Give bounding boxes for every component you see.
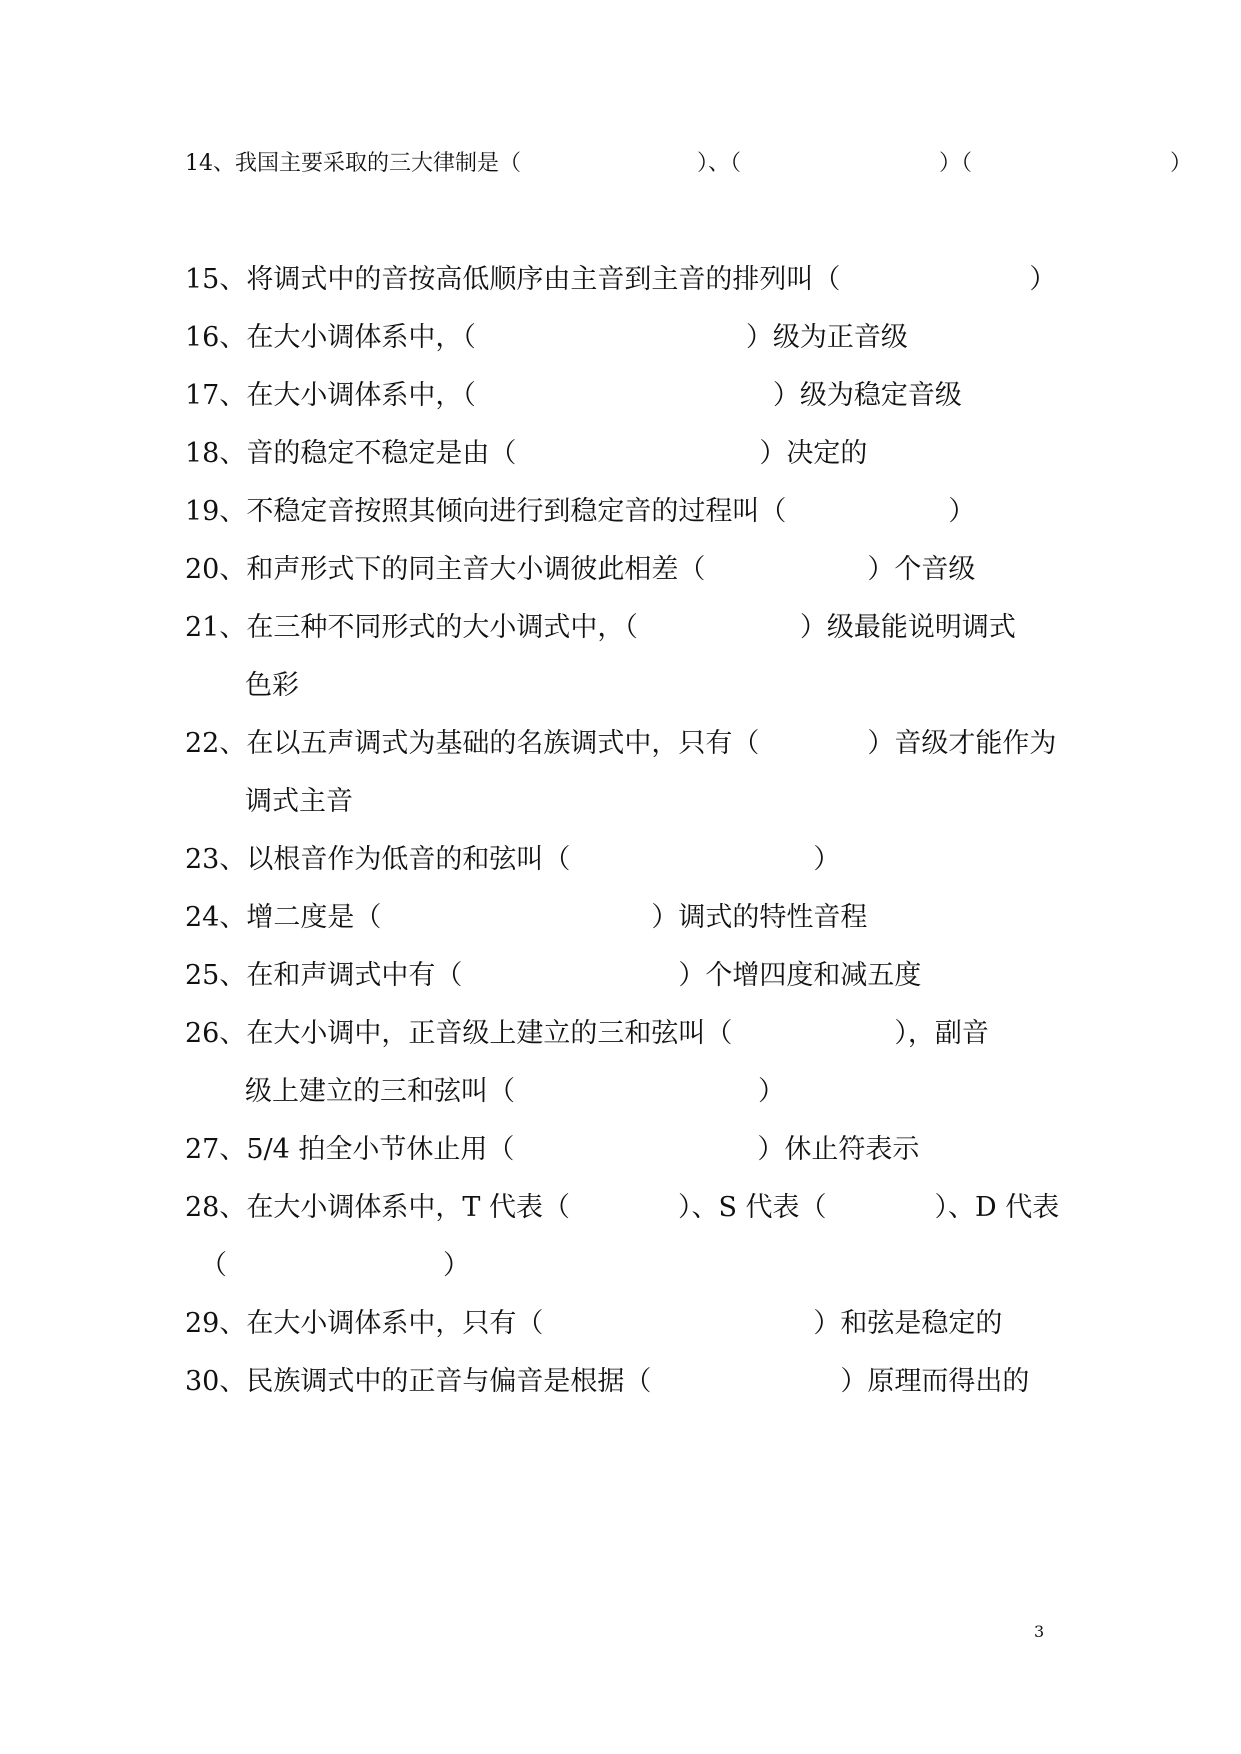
question-18: 18、音的稳定不稳定是由（ ）决定的 xyxy=(185,438,868,469)
question-17: 17、在大小调体系中，（ ）级为稳定音级 xyxy=(185,380,962,411)
page-number: 3 xyxy=(1034,1622,1045,1641)
question-15: 15、将调式中的音按高低顺序由主音到主音的排列叫（ ） xyxy=(185,264,1057,295)
question-23: 23、以根音作为低音的和弦叫（ ） xyxy=(185,844,841,875)
question-29: 29、在大小调体系中，只有（ ）和弦是稳定的 xyxy=(185,1308,1003,1339)
question-26: 26、在大小调中，正音级上建立的三和弦叫（ ），副音 xyxy=(185,1018,989,1049)
question-16: 16、在大小调体系中，（ ）级为正音级 xyxy=(185,322,908,353)
question-14: 14、我国主要采取的三大律制是（ ）、（ ）（ ） xyxy=(185,151,1192,176)
question-27: 27、5/4 拍全小节休止用（ ）休止符表示 xyxy=(185,1134,920,1165)
question-24: 24、增二度是（ ）调式的特性音程 xyxy=(185,902,868,933)
question-19: 19、不稳定音按照其倾向进行到稳定音的过程叫（ ） xyxy=(185,496,976,527)
question-26-continuation: 级上建立的三和弦叫（ ） xyxy=(245,1076,785,1107)
question-22: 22、在以五声调式为基础的名族调式中，只有（ ）音级才能作为 xyxy=(185,728,1057,759)
question-25: 25、在和声调式中有（ ）个增四度和减五度 xyxy=(185,960,922,991)
question-20: 20、和声形式下的同主音大小调彼此相差（ ）个音级 xyxy=(185,554,976,585)
question-21-continuation: 色彩 xyxy=(245,670,299,701)
question-22-continuation: 调式主音 xyxy=(245,786,353,817)
question-30: 30、民族调式中的正音与偏音是根据（ ）原理而得出的 xyxy=(185,1366,1030,1397)
question-28-continuation: （ ） xyxy=(200,1250,470,1281)
question-21: 21、在三种不同形式的大小调式中，（ ）级最能说明调式 xyxy=(185,612,1016,643)
question-28: 28、在大小调体系中，T 代表（ ）、S 代表（ ）、D 代表 xyxy=(185,1192,1060,1223)
